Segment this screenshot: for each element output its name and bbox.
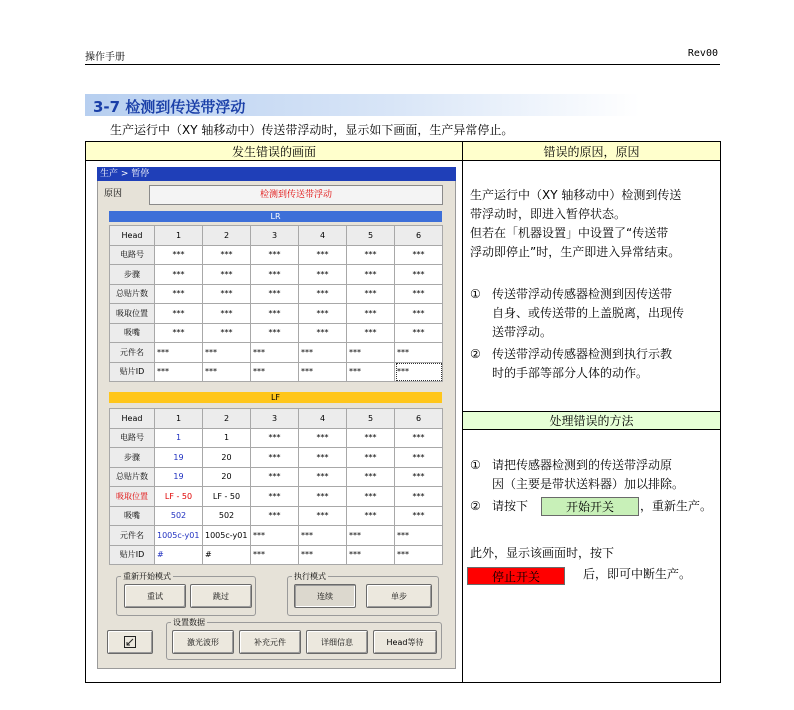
extra-text: 后，即可中断生产。 [583, 567, 692, 581]
cell: *** [299, 284, 347, 304]
cell: *** [251, 343, 299, 363]
laser-waveform-button[interactable]: 激光波形 [172, 630, 234, 654]
fix-item [470, 456, 718, 494]
row-label: 步骤 [110, 265, 155, 285]
cell: *** [299, 448, 347, 468]
cell: 1005c-y01 [155, 526, 203, 546]
stop-switch-label: 停止开关 [467, 567, 565, 585]
table-row [110, 265, 443, 285]
cell: LF - 50 [203, 487, 251, 507]
table-row [110, 323, 443, 343]
resize-icon [124, 636, 136, 648]
cause-label: 原因 [104, 189, 123, 199]
cell: *** [347, 265, 395, 285]
cell: *** [299, 506, 347, 526]
fix-list [470, 456, 718, 494]
cell: *** [251, 304, 299, 324]
cell: *** [203, 304, 251, 324]
cell: *** [299, 428, 347, 448]
fix-item-line: 因（主要是带状送料器）加以排除。 [492, 477, 685, 491]
cause-item-line: 自身、或传送带的上盖脱离，出现传 [492, 306, 685, 320]
cause-item [470, 345, 718, 383]
cell: *** [299, 362, 347, 382]
row-label: 吸嘴 [110, 323, 155, 343]
cell: *** [203, 323, 251, 343]
supply-parts-button[interactable]: 补充元件 [239, 630, 301, 654]
header-cell: 6 [395, 226, 443, 246]
manual-title: 操作手册 [85, 52, 125, 63]
row-label: 电路号 [110, 428, 155, 448]
cell: *** [155, 323, 203, 343]
header-cell: Head [110, 226, 155, 246]
cell: *** [395, 304, 443, 324]
cell: *** [155, 362, 203, 382]
cause-line: 生产运行中（XY 轴移动中）检测到传送 [470, 188, 682, 202]
cell: *** [251, 487, 299, 507]
lf-band: LF [109, 392, 442, 403]
cell: *** [347, 362, 395, 382]
restart-mode-label: 重新开始模式 [123, 572, 171, 581]
cause-item-line: 送带浮动。 [492, 325, 553, 339]
cell: 1 [155, 428, 203, 448]
cell: 19 [155, 467, 203, 487]
header-cell: 4 [299, 226, 347, 246]
cause-item-line: 时的手部等部分人体的动作。 [492, 366, 649, 380]
cell-selected[interactable]: *** [395, 362, 443, 382]
table-row [110, 304, 443, 324]
row-label: 吸取位置 [110, 487, 155, 507]
detail-info-button[interactable]: 详细信息 [306, 630, 368, 654]
header-cell: Head [110, 409, 155, 429]
cell: *** [299, 343, 347, 363]
row-label: 吸取位置 [110, 304, 155, 324]
item-number: ① [470, 287, 481, 301]
table-row [110, 284, 443, 304]
retry-button[interactable]: 重试 [124, 584, 186, 608]
cell: *** [251, 284, 299, 304]
cell: *** [251, 428, 299, 448]
table-row [110, 487, 443, 507]
cell: *** [299, 265, 347, 285]
fix-item [470, 497, 528, 516]
right-column-header: 错误的原因，原因 [463, 142, 720, 161]
header-cell: 5 [347, 226, 395, 246]
resize-button[interactable] [107, 630, 153, 654]
cell: *** [347, 467, 395, 487]
header-cell: 3 [251, 409, 299, 429]
header-cell: 3 [251, 226, 299, 246]
start-switch-label: 开始开关 [541, 497, 639, 516]
cell: *** [395, 448, 443, 468]
row-label: 贴片ID [110, 545, 155, 565]
cell: *** [203, 245, 251, 265]
skip-button[interactable]: 跳过 [190, 584, 252, 608]
table-row [110, 506, 443, 526]
cell: *** [347, 245, 395, 265]
cell: *** [299, 323, 347, 343]
cell: # [203, 545, 251, 565]
left-column-header: 发生错误的画面 [86, 142, 462, 161]
cell: *** [347, 323, 395, 343]
cell: 1 [203, 428, 251, 448]
cell: *** [347, 304, 395, 324]
cell: *** [347, 545, 395, 565]
cell: *** [251, 467, 299, 487]
cause-line: 但若在「机器设置」中设置了“传送带 [470, 226, 669, 240]
cell: *** [395, 526, 443, 546]
cell: 20 [203, 448, 251, 468]
table-row [110, 428, 443, 448]
cause-list [470, 285, 718, 383]
screen-title: 生产 > 暂停 [97, 167, 456, 181]
row-label: 吸嘴 [110, 506, 155, 526]
cell: *** [395, 284, 443, 304]
row-label: 元件名 [110, 526, 155, 546]
cell: *** [299, 304, 347, 324]
lf-table [109, 408, 443, 565]
table-header-row [110, 226, 443, 246]
table-header-row [110, 409, 443, 429]
item-number: ② [470, 347, 481, 361]
header-cell: 1 [155, 409, 203, 429]
section-intro: 生产运行中（XY 轴移动中）传送带浮动时，显示如下画面，生产异常停止。 [110, 123, 514, 137]
cell: # [155, 545, 203, 565]
cell: 502 [203, 506, 251, 526]
table-row [110, 343, 443, 363]
fix-item-text: 请按下 [492, 499, 529, 513]
cell: *** [395, 467, 443, 487]
cell: *** [395, 245, 443, 265]
item-number: ② [470, 499, 481, 513]
cell: *** [299, 487, 347, 507]
cell: *** [251, 506, 299, 526]
row-label: 元件名 [110, 343, 155, 363]
table-row [110, 448, 443, 468]
item-number: ① [470, 458, 481, 472]
cell: *** [395, 323, 443, 343]
cell: *** [395, 428, 443, 448]
cell: *** [251, 526, 299, 546]
table-row [110, 245, 443, 265]
row-label: 贴片ID [110, 362, 155, 382]
cell: *** [347, 487, 395, 507]
row-label: 总贴片数 [110, 467, 155, 487]
revision: Rev00 [687, 48, 718, 59]
cell: *** [251, 545, 299, 565]
row-label: 步骤 [110, 448, 155, 468]
cause-item-line: 传送带浮动传感器检测到执行示教 [492, 347, 673, 361]
single-step-button[interactable]: 单步 [366, 584, 432, 608]
cell: *** [155, 343, 203, 363]
cell: *** [251, 448, 299, 468]
cause-line: 浮动即停止”时，生产即进入异常结束。 [470, 245, 681, 259]
cell: 1005c-y01 [203, 526, 251, 546]
head-wait-button[interactable]: Head等待 [373, 630, 437, 654]
cause-item [470, 285, 718, 342]
header-cell: 2 [203, 409, 251, 429]
fix-item-line: 请把传感器检测到的传送带浮动原 [492, 458, 673, 472]
cell: 20 [203, 467, 251, 487]
cell: *** [299, 245, 347, 265]
cell: *** [155, 304, 203, 324]
header-cell: 5 [347, 409, 395, 429]
cell: *** [203, 265, 251, 285]
cell: *** [347, 506, 395, 526]
cause-value: 检测到传送带浮动 [149, 185, 443, 205]
cause-item-line: 传送带浮动传感器检测到因传送带 [492, 287, 673, 301]
exec-mode-label: 执行模式 [294, 572, 326, 581]
cell: *** [251, 245, 299, 265]
header-cell: 2 [203, 226, 251, 246]
continuous-button[interactable]: 连续 [294, 584, 356, 608]
lr-band: LR [109, 211, 442, 222]
row-label: 电路号 [110, 245, 155, 265]
cell: *** [251, 362, 299, 382]
cell: *** [155, 245, 203, 265]
cause-line: 带浮动时，即进入暂停状态。 [470, 207, 627, 221]
cell: *** [395, 487, 443, 507]
fix-item-text: ，重新生产。 [640, 499, 713, 513]
section-title: 3-7 检测到传送带浮动 [93, 98, 246, 116]
extra-text: 此外，显示该画面时，按下 [470, 546, 615, 560]
cell: *** [395, 265, 443, 285]
cell: *** [347, 428, 395, 448]
cell: *** [299, 467, 347, 487]
cause-paragraph [470, 186, 718, 262]
cell: LF - 50 [155, 487, 203, 507]
table-row [110, 467, 443, 487]
cell: *** [347, 284, 395, 304]
table-row [110, 362, 443, 382]
cell: *** [347, 526, 395, 546]
cell: *** [395, 343, 443, 363]
cell: *** [395, 545, 443, 565]
cell: *** [347, 448, 395, 468]
settings-label: 设置数据 [173, 618, 205, 627]
cell: *** [203, 343, 251, 363]
header-cell: 1 [155, 226, 203, 246]
cell: *** [203, 284, 251, 304]
cell: *** [251, 323, 299, 343]
header-cell: 6 [395, 409, 443, 429]
cell: *** [347, 343, 395, 363]
fix-header: 处理错误的方法 [463, 411, 720, 430]
header-divider [85, 64, 720, 65]
cell: *** [299, 526, 347, 546]
cell: 19 [155, 448, 203, 468]
cell: *** [299, 545, 347, 565]
cell: *** [203, 362, 251, 382]
row-label: 总贴片数 [110, 284, 155, 304]
cell: *** [395, 506, 443, 526]
cell: *** [251, 265, 299, 285]
table-row [110, 526, 443, 546]
header-cell: 4 [299, 409, 347, 429]
cell: *** [155, 284, 203, 304]
cell: *** [155, 265, 203, 285]
lr-table [109, 225, 443, 382]
table-row [110, 545, 443, 565]
cell: 502 [155, 506, 203, 526]
